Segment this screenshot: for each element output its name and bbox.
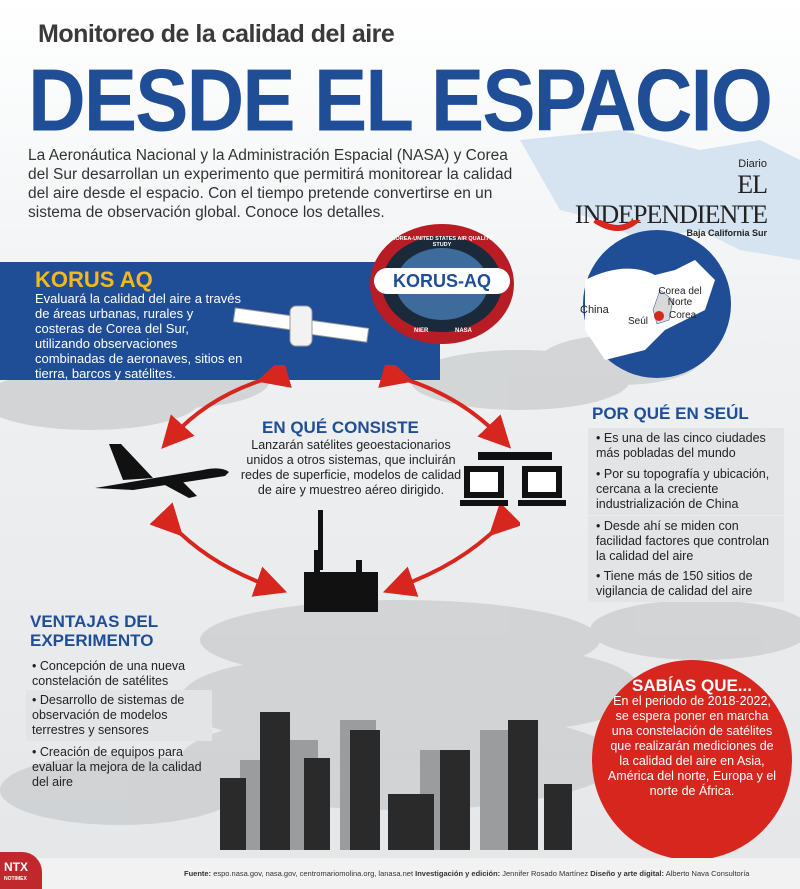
ventajas-item (26, 742, 212, 793)
korus-badge-top: KOREA-UNITED STATES AIR QUALITY STUDY (391, 236, 493, 248)
logo-region: Baja California Sur (686, 228, 767, 238)
footer-credits (184, 869, 749, 878)
map-label-china: China (580, 304, 609, 316)
bullet: • (32, 693, 40, 707)
footer-diseno: Alberto Nava Consultoría (665, 869, 750, 878)
korus-badge-name: KORUS-AQ (393, 271, 491, 291)
footer-diseno-label: Diseño y arte digital: (590, 869, 665, 878)
bullet: • (596, 467, 604, 481)
ventajas-item (26, 690, 212, 741)
map-label-seul: Seúl (628, 316, 649, 327)
bullet: • (32, 745, 40, 759)
ventajas-title: VENTAJAS DEL EXPERIMENTO (30, 612, 158, 650)
consiste-text: Lanzarán satélites geoestacionarios unidos a otros sistemas, que incluirán redes de superficie, modelos de calidad de aire y muestreo aéreo dirigido. (240, 438, 462, 497)
seul-item-text: Por su topografía y ubicación, cercana a la creciente industrialización de China (596, 467, 770, 511)
seul-item (588, 464, 784, 515)
korus-title: KORUS AQ (35, 267, 153, 292)
city-skyline (220, 700, 580, 850)
footer-fuente-label: Fuente: (184, 869, 212, 878)
footer-investigacion: Jennifer Rosado Martínez (502, 869, 589, 878)
seul-item (588, 428, 784, 464)
seul-item-text: Tiene más de 150 sitios de vigilancia de calidad del aire (596, 569, 753, 598)
korus-badge-left: NIER (414, 328, 429, 334)
logo-diario: Diario (738, 158, 767, 170)
airplane-icon (93, 440, 233, 500)
consiste-title: EN QUÉ CONSISTE (262, 418, 419, 437)
bullet: • (596, 569, 604, 583)
logo-name: EL INDEPENDIENTE (574, 170, 767, 229)
map-label-corea-norte: Corea del Norte (658, 286, 702, 308)
seul-item-text: Es una de las cinco ciudades más pobladas del mundo (596, 431, 766, 460)
ntx-logo (0, 852, 42, 889)
seul-item (588, 566, 784, 602)
korus-text: Evaluará la calidad del aire a través de áreas urbanas, rurales y costeras de Corea del Sur, utilizando observaciones combinadas de aeronaves, sitios en tierra, barcos y satélites. (35, 291, 243, 381)
seul-item-text: Desde ahí se miden con facilidad factores que controlan la calidad del aire (596, 519, 770, 563)
subtitle: Monitoreo de la calidad del aire (38, 20, 395, 48)
page-title: DESDE EL ESPACIO (28, 51, 771, 149)
ventajas-item-text: Concepción de una nueva constelación de satélites (32, 659, 186, 688)
ntx-logo-sub: NOTIMEX (4, 876, 27, 882)
intro-paragraph: La Aeronáutica Nacional y la Administración Espacial (NASA) y Corea del Sur desarrollan un experimento que permitirá monitorear la calidad del aire desde el espacio. Con el tiempo pretende convertirse en un sistema de observación global. Conoce los detalles. (28, 147, 513, 221)
seul-title: POR QUÉ EN SEÚL (592, 404, 749, 423)
sabias-text: En el periodo de 2018-2022, se espera poner en marcha una constelación de satélites que realizarán mediciones de la calidad del aire en Asia, América del norte, Europa y el norte de África. (607, 694, 777, 798)
ntx-logo-text: NTX (4, 860, 28, 874)
sabias-title: SABÍAS QUE... (632, 676, 752, 695)
footer-fuente: espo.nasa.gov, nasa.gov, centromariomolina.org, lanasa.net (213, 869, 414, 878)
ventajas-item-text: Desarrollo de sistemas de observación de modelos terrestres y sensores (32, 693, 185, 737)
korus-badge-right: NASA (455, 328, 473, 334)
seul-item (588, 516, 784, 567)
ground-stations-icon (460, 452, 570, 510)
satellite-icon (226, 300, 376, 360)
bullet: • (32, 659, 40, 673)
bullet: • (596, 431, 604, 445)
footer-investigacion-label: Investigación y edición: (415, 869, 501, 878)
bullet: • (596, 519, 604, 533)
ventajas-item-text: Creación de equipos para evaluar la mejora de la calidad del aire (32, 745, 202, 789)
factory-icon (300, 510, 382, 614)
ventajas-item (26, 656, 212, 692)
map-label-corea: Corea (669, 310, 697, 321)
